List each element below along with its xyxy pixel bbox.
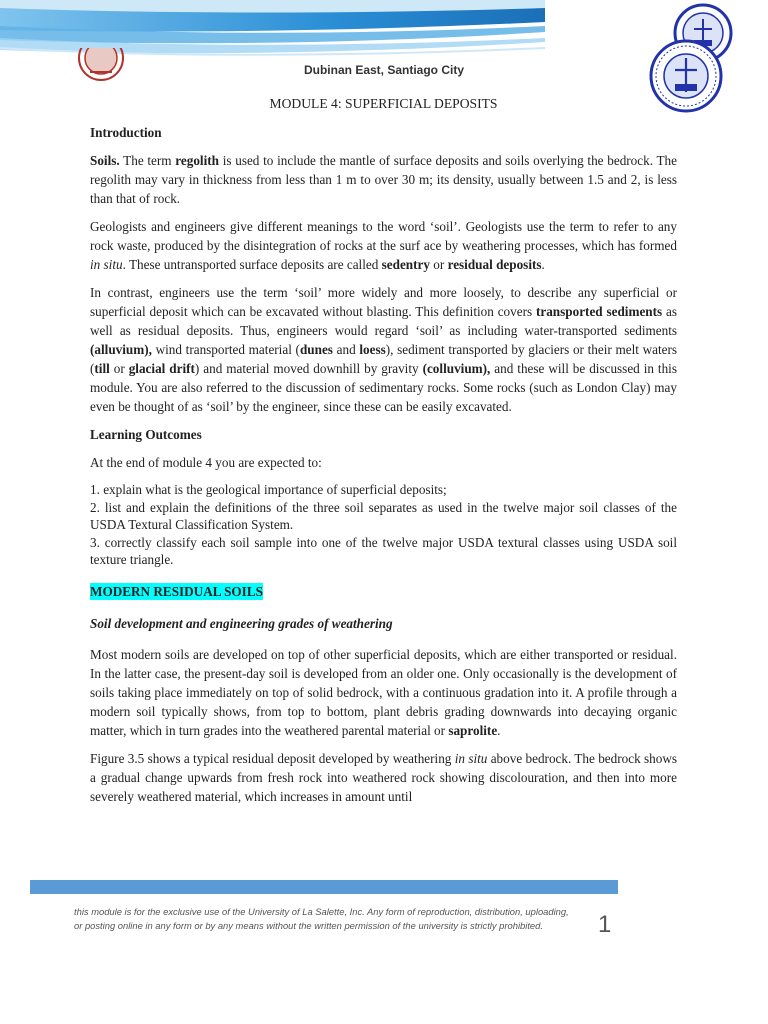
term-colluvium: (colluvium), xyxy=(422,361,491,376)
text-run: In contrast, engineers use the term ‘soil’ more widely and more loosely, to describe any superficial or superficial deposit which can be excavated without blasting. This definition covers xyxy=(90,285,677,319)
header-address: Dubinan East, Santiago City xyxy=(303,63,465,77)
intro-paragraph-soils xyxy=(90,151,677,208)
introduction-heading: Introduction xyxy=(90,125,162,140)
term-sedentry: sedentry xyxy=(381,257,430,272)
soils-lead: Soils. xyxy=(90,153,120,168)
intro-paragraph-engineers xyxy=(90,283,677,416)
list-item: 3. correctly classify each soil sample into one of the twelve major USDA textural classes using USDA soil texture triangle. xyxy=(90,534,677,567)
text-run: above bedrock. The bedrock shows a gradual change upwards from fresh rock into weathered rock showing discolouration, and then into more severely weathered material, which increases in amount until xyxy=(90,750,677,804)
section-paragraph-soils xyxy=(90,645,677,740)
text-run: is used to include the mantle of surface deposits and soils overlying the bedrock. The regolith may vary in thickness from less than 1 m to over 30 m; its density, usually between 1.5 and 2, is less than that of rock. xyxy=(90,153,677,206)
term-alluvium: (alluvium), xyxy=(90,342,152,357)
page-number: 1 xyxy=(598,911,612,938)
term-regolith: regolith xyxy=(175,153,219,168)
text-run: or xyxy=(429,257,448,272)
text-run: as well as residual deposits. Thus, engineers would regard ‘soil’ as including water-transported sediments xyxy=(90,304,677,338)
text-run: . These untransported surface deposits are called xyxy=(122,257,382,272)
text-run: ), sediment transported by glaciers or their melt waters ( xyxy=(90,342,677,376)
learning-outcomes-heading: Learning Outcomes xyxy=(90,427,202,442)
text-run: or xyxy=(109,361,129,376)
text-run: Figure 3.5 shows a typical residual deposit developed by weathering xyxy=(90,750,455,766)
list-item: 1. explain what is the geological importance of superficial deposits; xyxy=(90,482,447,497)
term-saprolite: saprolite xyxy=(448,722,498,738)
term-loess: loess xyxy=(359,342,386,357)
term-dunes: dunes xyxy=(299,342,333,357)
text-run: Geologists and engineers give different meanings to the word ‘soil’. Geologists use the term to refer to any rock waste, produced by the disintegration of rocks at the surf ace by weathering processes, which has formed xyxy=(90,219,677,253)
term-residual-deposits: residual deposits xyxy=(447,257,542,272)
text-run: wind transported material ( xyxy=(151,342,300,357)
section-heading-container xyxy=(90,582,677,601)
section-paragraph-figure xyxy=(90,749,677,806)
module-title: MODULE 4: SUPERFICIAL DEPOSITS xyxy=(269,96,498,111)
term-till: till xyxy=(94,361,110,376)
term-in-situ: in situ xyxy=(454,750,488,766)
section-subheading: Soil development and engineering grades of weathering xyxy=(90,615,393,631)
text-run: The term xyxy=(119,153,176,168)
footer-notice: this module is for the exclusive use of the University of La Salette, Inc. Any form of reproduction, distribution, uploading, or posting online in any form or by any means without the written permission of the university is strictly prohibited. xyxy=(74,906,569,931)
list-item: 2. list and explain the definitions of the three soil separates as used in the twelve major soil classes of the USDA Textural Classification System. xyxy=(90,499,677,532)
document-body xyxy=(90,94,677,815)
section-heading: MODERN RESIDUAL SOILS xyxy=(90,583,263,599)
text-run: Most modern soils are developed on top of other superficial deposits, which are either transported or residual. In the latter case, the present-day soil is developed from an older one. Only occasionally is the development of soils taking place immediately on top of solid bedrock, with a continuous gradation into it. A profile through a modern soil typically shows, from top to bottom, plant debris grading downwards into decaying organic matter, which in turn grades into the weathered parental material or xyxy=(90,646,677,738)
text-run: . xyxy=(497,722,501,738)
intro-paragraph-geologists xyxy=(90,217,677,274)
term-transported-sediments: transported sediments xyxy=(535,304,663,319)
text-run: and these will be discussed in this module. You are also referred to the discussion of sedimentary rocks. Some rocks (such as London Clay) may even be thought of as ‘soil’ by the engineer, since these can be easily excavated. xyxy=(90,361,677,414)
text-run: . xyxy=(541,257,545,272)
learning-outcomes-list xyxy=(90,481,677,569)
footer-bar xyxy=(30,880,618,894)
text-run: ) and material moved downhill by gravity xyxy=(194,361,423,376)
learning-outcomes-intro: At the end of module 4 you are expected to: xyxy=(90,455,322,470)
text-run: and xyxy=(332,342,360,357)
term-glacial-drift: glacial drift xyxy=(128,361,195,376)
term-in-situ: in situ xyxy=(90,257,123,272)
